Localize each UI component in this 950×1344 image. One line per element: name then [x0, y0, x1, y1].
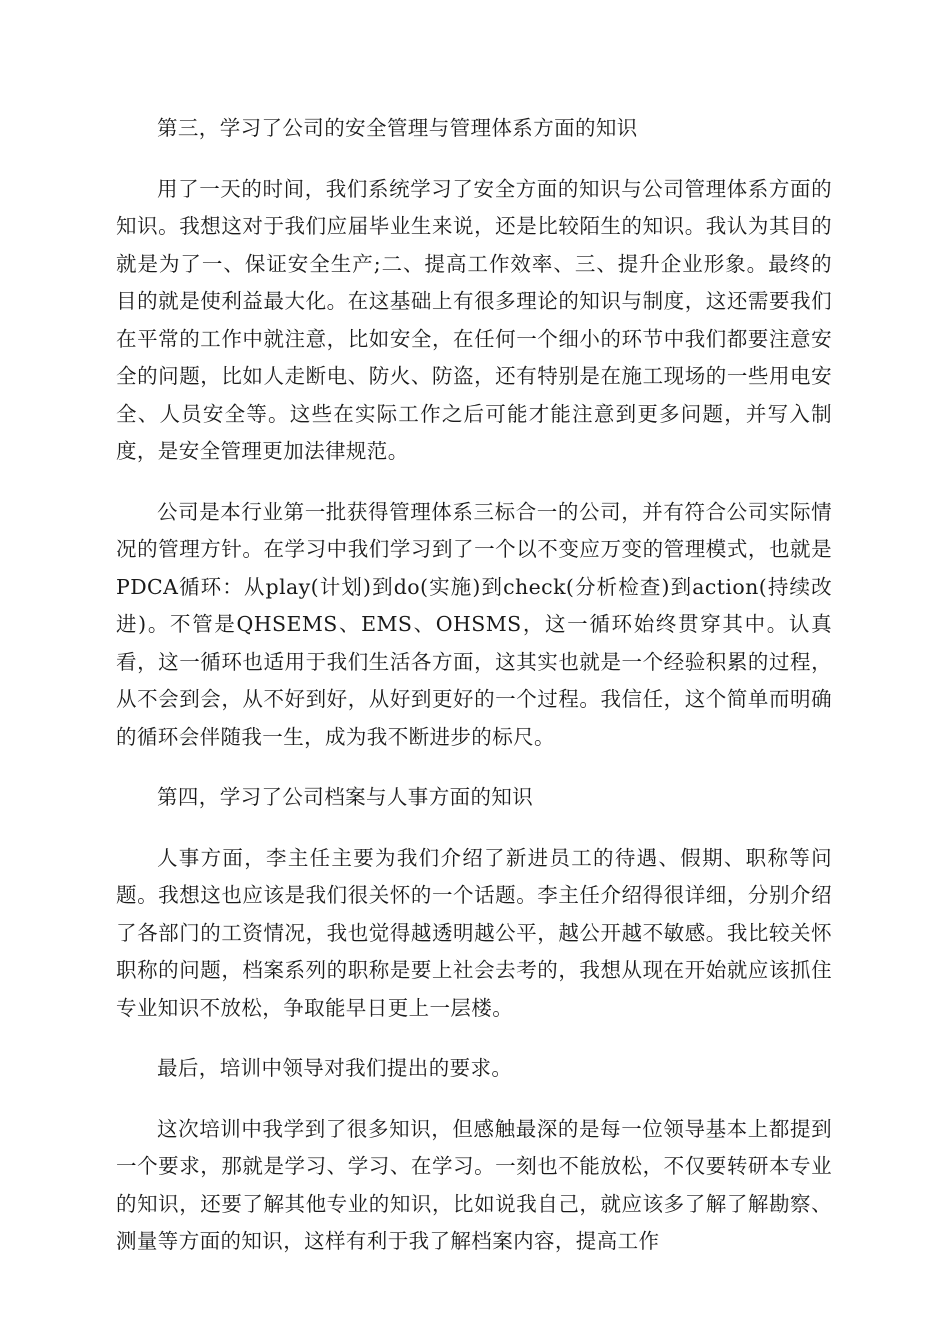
section-heading-requirements: 最后，培训中领导对我们提出的要求。 [157, 1056, 513, 1080]
paragraph-personnel: 人事方面，李主任主要为我们介绍了新进员工的待遇、假期、职称等问题。我想这也应该是我们很关怀的一个话题。李主任介绍得很详细，分别介绍了各部门的工资情况，我也觉得越透明越公平，越公开越不敏感。我比较关怀职称的问题，档案系列的职称是要上社会去考的，我想从现在开始就应该抓住专业知识不放松，争取能早日更上一层楼。 [116, 845, 832, 1020]
section-heading-personnel: 第四，学习了公司档案与人事方面的知识 [157, 785, 534, 809]
paragraph-requirements: 这次培训中我学到了很多知识，但感触最深的是每一位领导基本上都提到一个要求，那就是学习、学习、在学习。一刻也不能放松，不仅要转研本专业的知识，还要了解其他专业的知识，比如说我自己，就应该多了解了解勘察、测量等方面的知识，这样有利于我了解档案内容，提高工作 [116, 1116, 832, 1253]
paragraph-safety-management: 用了一天的时间，我们系统学习了安全方面的知识与公司管理体系方面的知识。我想这对于我们应届毕业生来说，还是比较陌生的知识。我认为其目的就是为了一、保证安全生产;二、提高工作效率、三、提升企业形象。最终的目的就是使利益最大化。在这基础上有很多理论的知识与制度，这还需要我们在平常的工作中就注意，比如安全，在任何一个细小的环节中我们都要注意安全的问题，比如人走断电、防火、防盗，还有特别是在施工现场的一些用电安全、人员安全等。这些在实际工作之后可能才能注意到更多问题，并写入制度，是安全管理更加法律规范。 [116, 176, 832, 463]
document-page [116, 110, 832, 1284]
section-heading-safety: 第三，学习了公司的安全管理与管理体系方面的知识 [157, 116, 638, 140]
paragraph-pdca-cycle: 公司是本行业第一批获得管理体系三标合一的公司，并有符合公司实际情况的管理方针。在学习中我们学习到了一个以不变应万变的管理模式，也就是PDCA循环：从play(计划)到do(实施)到check(分析检查)到action(持续改进)。不管是QHSEMS、EMS、OHSMS，这一循环始终贯穿其中。认真看，这一循环也适用于我们生活各方面，这其实也就是一个经验积累的过程，从不会到会，从不好到好，从好到更好的一个过程。我信任，这个简单而明确的循环会伴随我一生，成为我不断进步的标尺。 [116, 499, 832, 749]
